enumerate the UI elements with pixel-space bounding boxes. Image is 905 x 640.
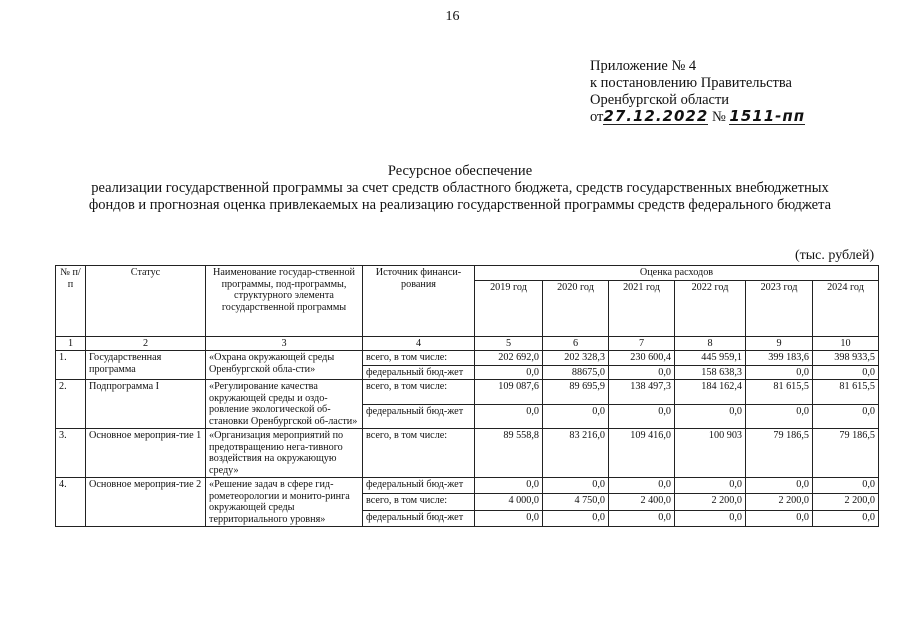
row-value: 0,0 [746,404,813,429]
row-value: 0,0 [609,365,675,380]
row-value: 89 695,9 [543,380,609,405]
row-value: 2 200,0 [675,494,746,510]
handwritten-date: 27.12.2022 [603,107,709,125]
row-value: 399 183,6 [746,351,813,366]
row-value: 0,0 [746,510,813,526]
header-year: 2024 год [813,281,879,337]
row-value: 0,0 [746,478,813,494]
row-value: 0,0 [475,404,543,429]
title-line-2: реализации государственной программы за счет средств областного бюджета, средств государственных внебюджетных [91,180,829,196]
row-source: федеральный бюд-жет [363,510,475,526]
row-number: 3. [56,429,86,478]
row-value: 83 216,0 [543,429,609,478]
row-value: 0,0 [675,478,746,494]
resource-table [55,265,879,527]
from-prefix: от [590,109,604,125]
row-value: 0,0 [543,404,609,429]
header-year: 2019 год [475,281,543,337]
appendix-line-2: к постановлению Правительства [590,75,792,91]
row-value: 100 903 [675,429,746,478]
row-value: 0,0 [675,510,746,526]
column-number: 1 [56,337,86,351]
resolution-date-line [590,109,805,126]
title-line-3: фондов и прогнозная оценка привлекаемых на реализацию государственной программы средств федерального бюджета [88,197,832,213]
row-value: 109 416,0 [609,429,675,478]
row-value: 4 750,0 [543,494,609,510]
row-value: 0,0 [543,510,609,526]
row-value: 398 933,5 [813,351,879,366]
row-source: федеральный бюд-жет [363,404,475,429]
row-value: 184 162,4 [675,380,746,405]
row-value: 4 000,0 [475,494,543,510]
row-value: 158 638,3 [675,365,746,380]
row-value: 202 328,3 [543,351,609,366]
row-source: федеральный бюд-жет [363,365,475,380]
row-value: 0,0 [475,510,543,526]
table-row [56,429,879,478]
row-value: 0,0 [609,404,675,429]
row-value: 81 615,5 [813,380,879,405]
header-year: 2023 год [746,281,813,337]
row-name: «Регулирование качества окружающей среды и оздо-ровление экологической об-становки Оренбургской об-ласти» [206,380,363,429]
row-value: 79 186,5 [746,429,813,478]
row-source: всего, в том числе: [363,351,475,366]
row-value: 0,0 [813,365,879,380]
row-value: 0,0 [675,404,746,429]
row-number: 4. [56,478,86,527]
row-value: 0,0 [609,478,675,494]
table-row [56,380,879,405]
column-number: 8 [675,337,746,351]
row-value: 0,0 [543,478,609,494]
row-value: 445 959,1 [675,351,746,366]
row-value: 0,0 [475,365,543,380]
row-value: 109 087,6 [475,380,543,405]
row-value: 230 600,4 [609,351,675,366]
row-value: 88675,0 [543,365,609,380]
header-num: № п/п [56,266,86,337]
row-value: 0,0 [475,478,543,494]
row-name: «Охрана окружающей среды Оренбургской обла-сти» [206,351,363,380]
header-year: 2020 год [543,281,609,337]
column-number: 3 [206,337,363,351]
header-source: Источник финанси-рования [363,266,475,337]
row-number: 2. [56,380,86,429]
appendix-line-1: Приложение № 4 [590,58,697,74]
column-number: 6 [543,337,609,351]
row-value: 0,0 [813,510,879,526]
row-status: Государственная программа [86,351,206,380]
row-value: 2 200,0 [746,494,813,510]
header-status: Статус [86,266,206,337]
row-number: 1. [56,351,86,380]
header-estimate: Оценка расходов [475,266,879,281]
units-label: (тыс. рублей) [795,248,875,263]
appendix-block [590,58,805,126]
column-number-row [56,337,879,351]
row-value: 89 558,8 [475,429,543,478]
row-value: 2 400,0 [609,494,675,510]
row-name: «Организация мероприятий по предотвращению нега-тивного воздействия на окружающую среду» [206,429,363,478]
appendix-line-3: Оренбургской области [590,92,730,108]
row-value: 0,0 [609,510,675,526]
column-number: 9 [746,337,813,351]
column-number: 10 [813,337,879,351]
page-number: 16 [445,9,460,24]
row-value: 0,0 [746,365,813,380]
row-name: «Решение задач в сфере гид-рометеорологии и монито-ринга окружающей среды территориального уровня» [206,478,363,527]
header-year: 2021 год [609,281,675,337]
row-source: федеральный бюд-жет [363,478,475,494]
table-row [56,351,879,366]
column-number: 7 [609,337,675,351]
row-value: 138 497,3 [609,380,675,405]
header-year: 2022 год [675,281,746,337]
document-title [20,163,900,214]
row-value: 81 615,5 [746,380,813,405]
row-value: 2 200,0 [813,494,879,510]
row-source: всего, в том числе: [363,429,475,478]
column-number: 5 [475,337,543,351]
table-row [56,478,879,494]
row-value: 0,0 [813,404,879,429]
number-prefix: № [711,109,726,125]
column-number: 4 [363,337,475,351]
row-value: 0,0 [813,478,879,494]
row-value: 202 692,0 [475,351,543,366]
column-number: 2 [86,337,206,351]
row-source: всего, в том числе: [363,380,475,405]
title-line-1: Ресурсное обеспечение [387,163,533,179]
header-name: Наименование государ-ственной программы, под-программы, структурного элемента государственной программы [206,266,363,337]
header-row [56,266,879,281]
row-source: всего, в том числе: [363,494,475,510]
handwritten-number: 1511-пп [729,107,806,125]
row-status: Подпрограмма I [86,380,206,429]
row-value: 79 186,5 [813,429,879,478]
row-status: Основное мероприя-тие 2 [86,478,206,527]
row-status: Основное мероприя-тие 1 [86,429,206,478]
